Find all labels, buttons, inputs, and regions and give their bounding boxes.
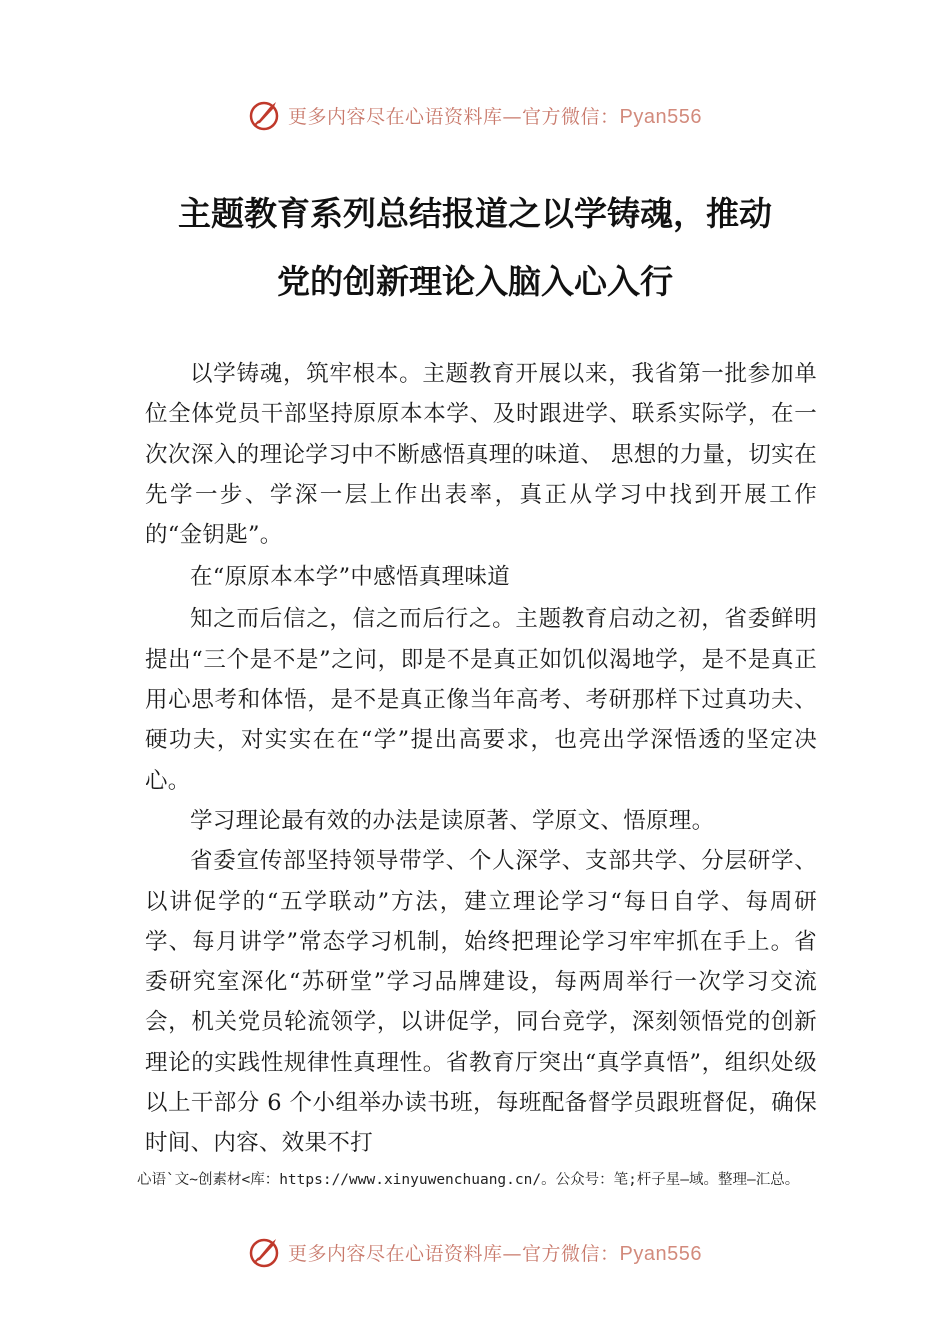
paragraph: 知之而后信之，信之而后行之。主题教育启动之初，省委鲜明提出“三个是不是”之问，即是不是真正如饥似渴地学，是不是真正用心思考和体悟，是不是真正像当年高考、考研那样下过真功夫、硬功夫，对实实在在“学”提出高要求，也亮出学深悟透的坚定决心。 — [145, 606, 817, 794]
paragraph: 学习理论最有效的办法是读原著、学原文、悟原理。 — [190, 807, 715, 834]
document-body — [145, 354, 817, 1164]
paragraph: 省委宣传部坚持领导带学、个人深学、支部共学、分层研学、以讲促学的“五学联动”方法，建立理论学习“每日自学、每周研学、每月讲学”常态学习机制，始终把理论学习牢牢抓在手上。省委研究室深化“苏研堂”学习品牌建设，每两周举行一次学习交流会，机关党员轮流领学，以讲促学，同台竞学，深刻领悟党的创新理论的实践性规律性真理性。省教育厅突出“真学真悟”，组织处级以上干部分 6 个小组举办读书班，每班配备督学员跟班督促，确保时间、内容、效果不打 — [145, 848, 817, 1157]
footer-banner — [0, 1232, 950, 1272]
title-line-2: 党的创新理论入脑入心入行 — [277, 262, 673, 301]
banner-text — [288, 102, 702, 129]
document-title — [140, 180, 810, 316]
quill-logo-icon — [248, 1235, 282, 1269]
banner-text-cn: 更多内容尽在心语资料库—官方微信： — [288, 105, 620, 128]
quill-logo-icon — [248, 98, 282, 132]
banner-text-cn: 更多内容尽在心语资料库—官方微信： — [288, 1242, 620, 1265]
footer-note: 心语`文~创素材<库：https://www.xinyuwenchuang.cn/。公众号：笔;杆子星—域。整理—汇总。 — [137, 1172, 800, 1188]
header-banner — [0, 95, 950, 135]
banner-wechat-id: Pyan556 — [619, 105, 702, 128]
section-subheading: 在“原原本本学”中感悟真理味道 — [190, 564, 511, 591]
banner-text — [288, 1239, 702, 1266]
banner-wechat-id: Pyan556 — [619, 1242, 702, 1265]
title-line-1: 主题教育系列总结报道之以学铸魂，推动 — [178, 194, 772, 233]
paragraph: 以学铸魂，筑牢根本。主题教育开展以来，我省第一批参加单位全体党员干部坚持原原本本学、及时跟进学、联系实际学，在一次次深入的理论学习中不断感悟真理的味道、 思想的力量，切实在先学一步、学深一层上作出表率，真正从学习中找到开展工作的“金钥匙”。 — [145, 361, 817, 549]
